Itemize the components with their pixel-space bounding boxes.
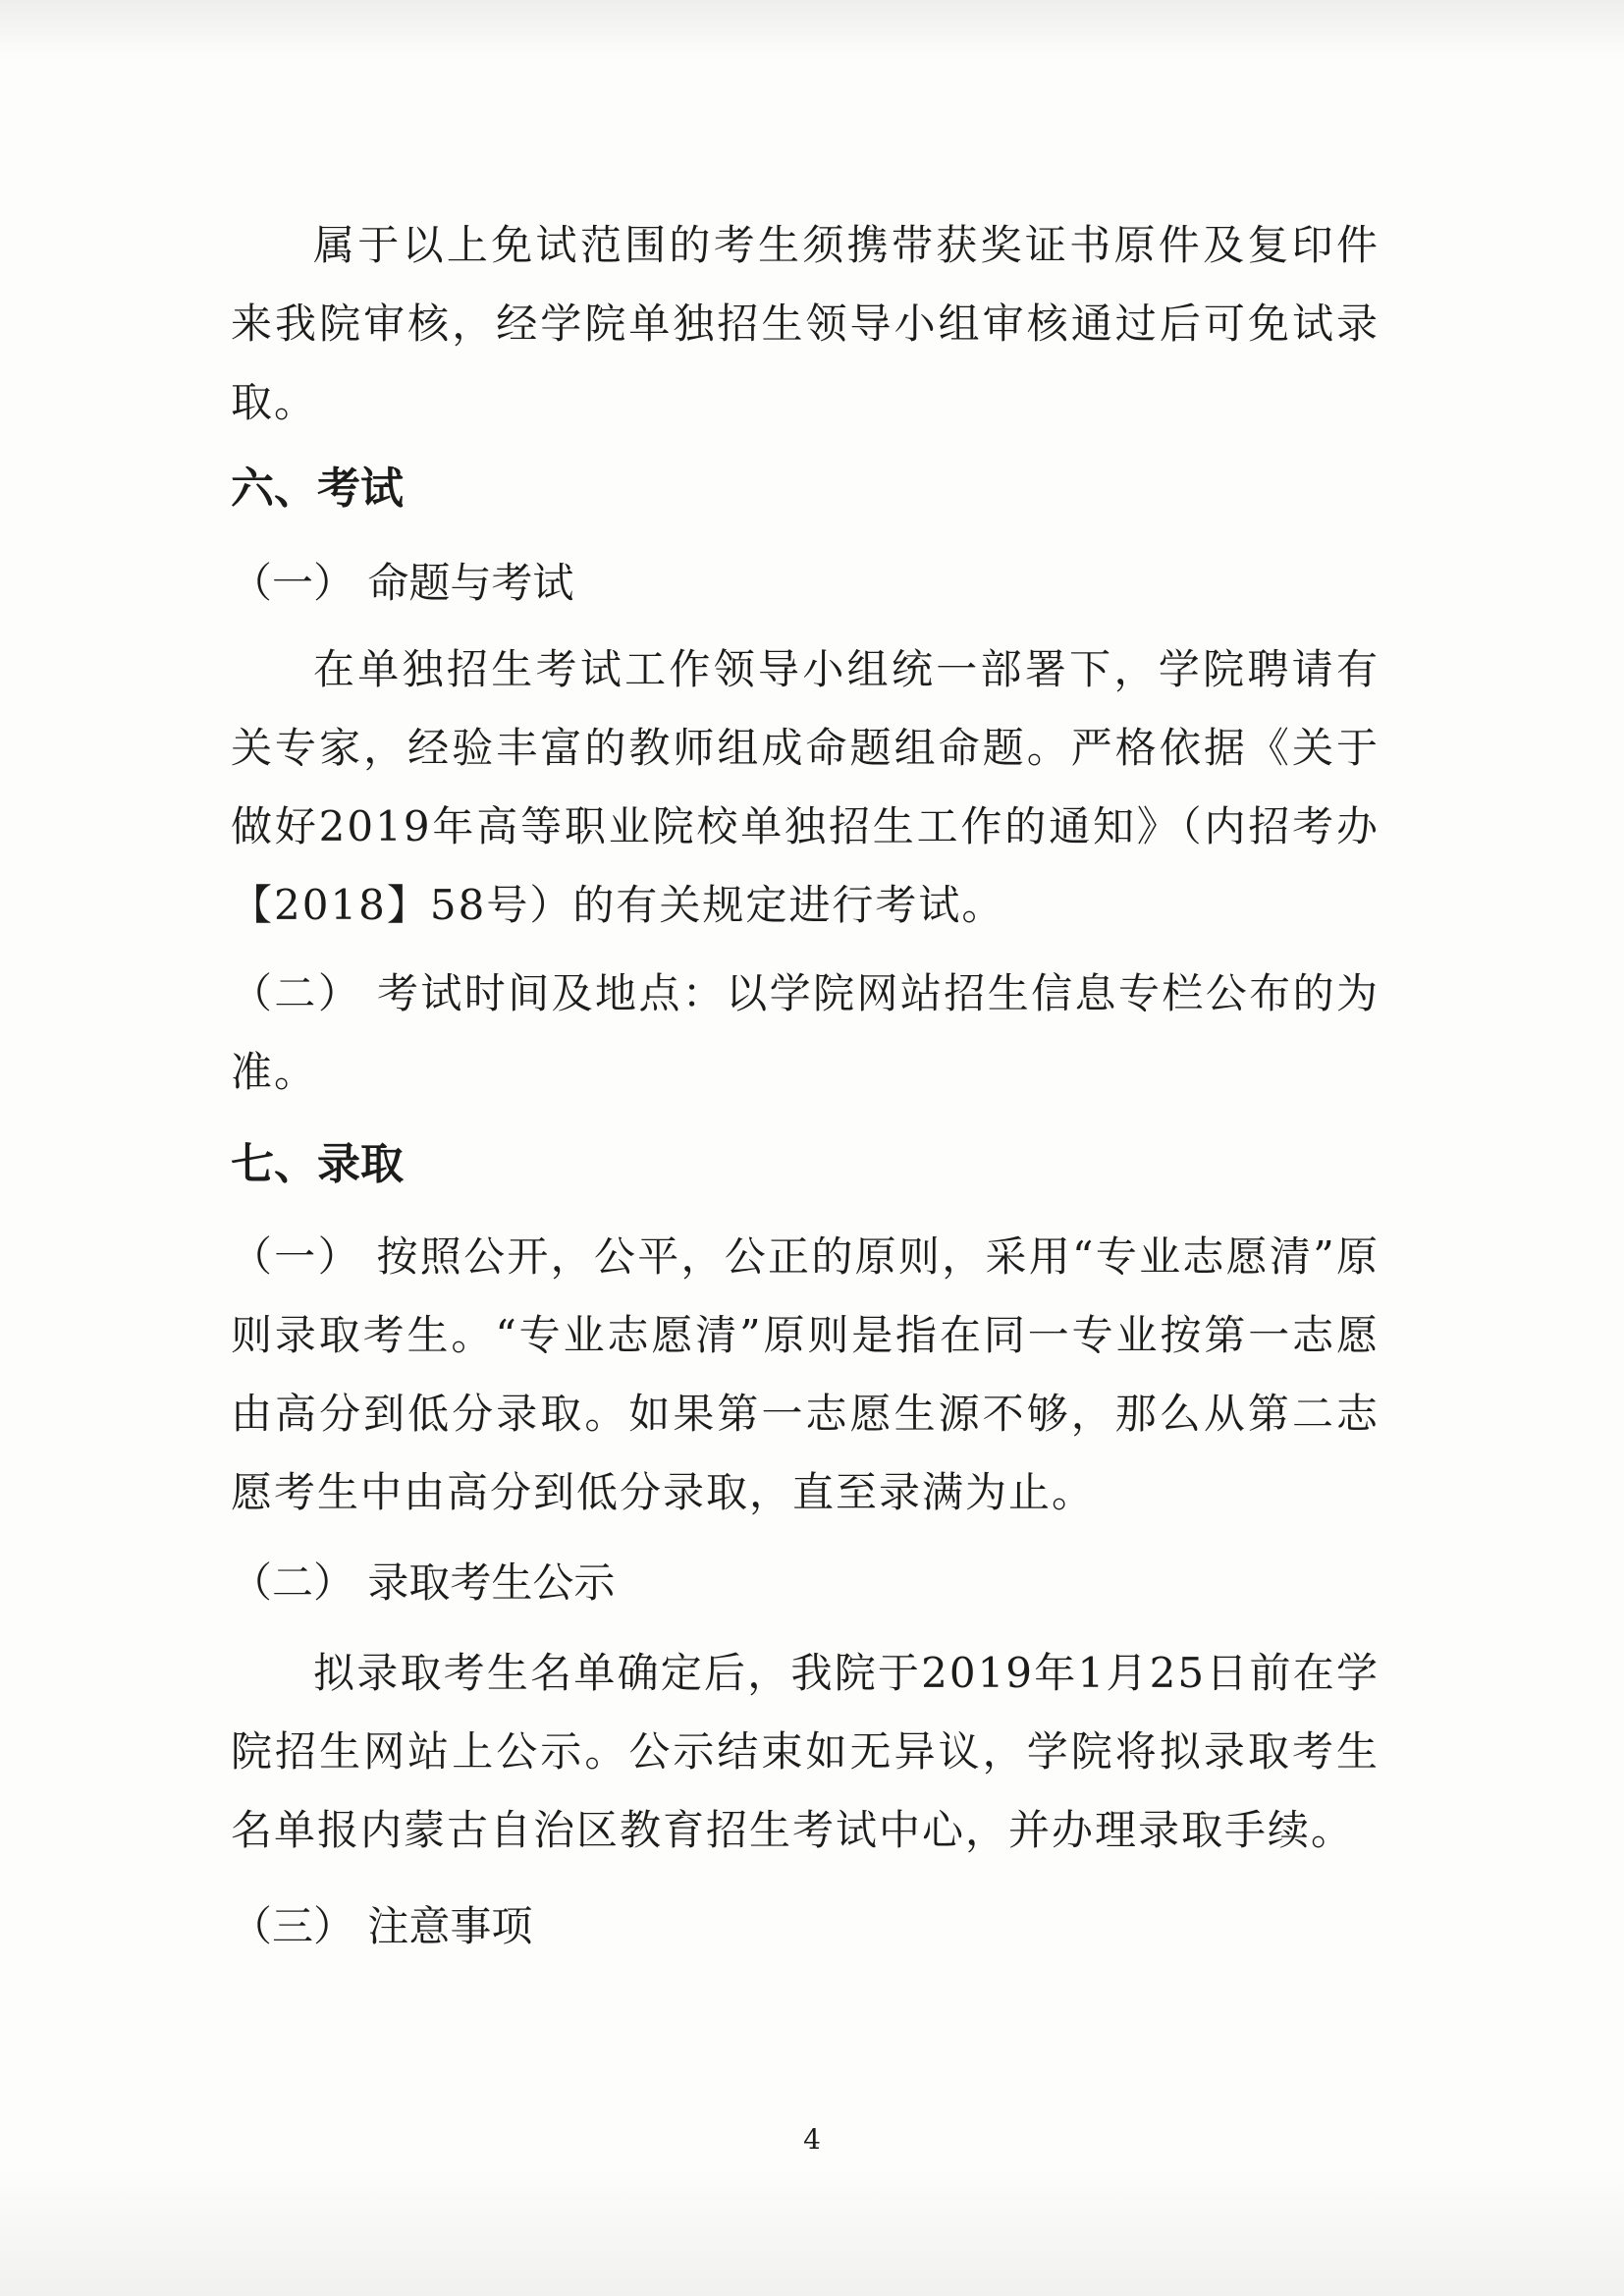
document-body (231, 206, 1380, 1974)
section-heading-exam: 六、考试 (231, 464, 404, 514)
scan-edge-top (0, 0, 1624, 59)
admission-principle-paragraph: （一） 按照公开，公平，公正的原则，采用“专业志愿清”原则录取考生。“专业志愿清”原则是指在同一专业按第一志愿由高分到低分录取。如果第一志愿生源不够，那么从第二志愿考生中由高分到低分录取，直至录满为止。 (231, 1232, 1380, 1516)
exemption-review-paragraph: 属于以上免试范围的考生须携带获奖证书原件及复印件来我院审核，经学院单独招生领导小组审核通过后可免试录取。 (231, 221, 1380, 426)
subheading-question-setting: （一） 命题与考试 (231, 559, 574, 607)
admission-publicity-paragraph: 拟录取考生名单确定后，我院于2019年1月25日前在学院招生网站上公示。公示结束如无异议，学院将拟录取考生名单报内蒙古自治区教育招生考试中心，并办理录取手续。 (231, 1649, 1380, 1854)
question-setting-paragraph: 在单独招生考试工作领导小组统一部署下，学院聘请有关专家，经验丰富的教师组成命题组命题。严格依据《关于做好2019年高等职业院校单独招生工作的通知》（内招考办【2018】58号）的有关规定进行考试。 (231, 645, 1380, 929)
scan-edge-bottom (0, 2168, 1624, 2296)
exam-time-location-paragraph: （二） 考试时间及地点：以学院网站招生信息专栏公布的为准。 (231, 969, 1380, 1096)
section-heading-admission: 七、录取 (231, 1139, 404, 1189)
page-number: 4 (803, 2123, 821, 2156)
subheading-admission-publicity: （二） 录取考生公示 (231, 1558, 616, 1607)
subheading-notes: （三） 注意事项 (231, 1902, 533, 1950)
